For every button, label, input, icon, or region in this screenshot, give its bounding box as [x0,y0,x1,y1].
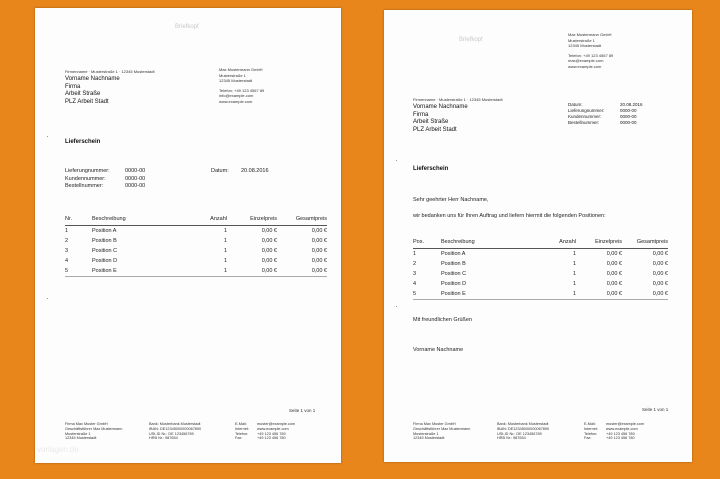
page-number: Seite 1 von 1 [289,408,316,413]
company-block [568,32,613,70]
meta-value: 0000-00 [125,183,146,189]
company-line: Max Mustermann GmbH [219,67,263,72]
footer-line: 12345 Musterstadt [65,436,97,441]
letterhead-logo: Briefkopf [459,37,483,43]
cell: Position C [441,270,467,277]
recipient-line: PLZ Arbeit Stadt [65,98,109,105]
intro-text: wir bedanken uns für Ihren Auftrag und liefern hiermit die folgenden Positionen: [413,213,606,219]
cell: 1 [572,260,576,267]
footer-label: E-Mail: [235,422,247,426]
recipient-line: Firma [65,83,81,90]
cell: 0,00 € [622,289,668,300]
cell: 0,00 € [606,250,622,257]
footer-line: Geschäftsführer Max Mustermann [413,426,471,431]
meta-label: Bestellnummer: [65,183,104,189]
footer-column-2 [149,422,201,441]
recipient-line: Arbeit Straße [65,91,101,97]
date-value: 20.08.2016 [241,168,269,174]
company-line: www.example.com [568,63,602,69]
company-line: Musterstraße 1 [568,37,595,43]
footer-column-3-labels [584,422,598,441]
cell: 0,00 € [652,270,668,277]
cell: 0,00 € [576,289,622,300]
cell: Position D [441,280,467,287]
meta-values [125,168,145,191]
meta-label: Lieferungnummer: [568,108,605,113]
table-header-row [65,215,327,225]
column-header: Gesamtpreis [277,215,327,225]
footer-label: Fax: [584,436,592,441]
cell: 1 [413,250,417,257]
table-row [413,259,668,269]
sender-line: Firmenname · Musterstraße 1 · 12345 Musterstadt [65,69,155,74]
recipient-address [413,104,468,134]
meta-value: 0000-00 [125,175,146,182]
company-block [219,67,264,105]
column-header: Pos. [413,238,441,248]
footer-column-3-values [606,422,644,441]
cell: Position D [92,257,118,264]
date-label: Datum: [211,168,229,174]
signature: Vorname Nachname [413,347,464,353]
cell: 3 [65,247,69,254]
company-line: info@example.com [219,93,254,99]
cell: 0,00 € [277,266,327,277]
footer-line: IBAN: DE12345000000067890 [149,426,202,431]
cell: 1 [223,247,227,254]
footer-column-3-labels [235,422,249,441]
delivery-note-page-1 [35,8,341,463]
cell: 1 [182,266,227,277]
column-header: Nr. [65,215,92,225]
cell: 3 [413,270,417,277]
table-row [65,246,327,256]
table-row [65,225,327,236]
footer-line: Bank: Musterbank Musterstadt [497,422,549,426]
table-row [65,236,327,246]
fold-mark [47,298,48,299]
company-line: 12345 Musterstadt [219,78,253,84]
sender-line: Firmenname · Musterstraße 1 · 12345 Musterstadt [413,97,503,102]
cell: 0,00 € [311,247,327,254]
company-line: 12345 Musterstadt [568,43,602,49]
table-header-row [413,238,668,248]
footer-label: E-Mail: [584,422,596,426]
meta-labels [568,102,605,126]
cell: 0,00 € [261,237,277,244]
meta-value: 0000-00 [620,120,637,125]
cell: 0,00 € [652,250,668,257]
column-header: Einzelpreis [576,238,622,248]
cell: 0,00 € [311,227,327,234]
cell: 1 [223,227,227,234]
cell: 0,00 € [652,260,668,267]
positions-table [413,238,668,300]
meta-values [620,102,643,126]
meta-value: 0000-00 [620,108,637,113]
fold-mark [396,306,397,307]
cell: 2 [413,260,417,267]
cell: 1 [572,250,576,257]
meta-label: Datum: [568,102,583,107]
table-row [413,279,668,289]
cell: 0,00 € [311,257,327,264]
delivery-note-page-2 [384,10,692,462]
cell: 1 [521,289,576,300]
cell: 0,00 € [606,270,622,277]
meta-value: 0000-00 [620,114,637,119]
cell: 4 [413,280,417,287]
footer-value: www.example.com [257,426,289,431]
cell: 2 [65,237,69,244]
cell: 0,00 € [606,260,622,267]
recipient-address [65,76,120,106]
cell: 0,00 € [261,257,277,264]
footer-value: muster@example.com [257,422,296,426]
footer-line: USt-ID Nr.: DE 123456789 [149,431,194,436]
company-line: Telefon: +49 123 4567 89 [568,52,614,58]
footer-value: www.example.com [606,426,638,431]
column-header: Anzahl [521,238,576,248]
table-row [413,289,668,300]
recipient-line: Vorname Nachname [413,104,468,110]
company-line: max@example.com [568,58,604,64]
footer-label: Telefon: [235,431,249,436]
footer-label: Fax: [235,436,243,441]
letterhead-logo: Briefkopf [175,24,199,30]
footer-line: Geschäftsführer Max Mustermann [65,426,123,431]
cell: 1 [223,257,227,264]
closing: Mit freundlichen Grüßen [413,317,472,323]
table-row [65,266,327,277]
cell: 0,00 € [261,227,277,234]
company-line: www.example.com [219,98,253,104]
footer-value: +49 123 456 789 [606,431,635,436]
column-header: Gesamtpreis [622,238,668,248]
recipient-line: Vorname Nachname [65,76,120,82]
cell: Position E [441,289,521,300]
meta-value: 0000-00 [125,168,146,174]
footer-line: Musterstraße 1 [65,431,91,436]
cell: 4 [65,257,69,264]
footer-line: Firma Max Muster GmbH [65,422,108,426]
footer-line: HRB Nr.: 987654 [149,436,178,441]
document-title: Lieferschein [65,139,101,145]
cell: Position B [441,260,466,267]
page-number: Seite 1 von 1 [642,407,669,412]
document-title: Lieferschein [413,166,449,172]
column-header: Anzahl [182,215,227,225]
column-header: Einzelpreis [227,215,277,225]
cell: 1 [65,227,69,234]
cell: 0,00 € [227,266,277,277]
fold-mark [47,136,48,137]
company-line: Musterstraße 1 [219,72,246,78]
cell: Position B [92,237,117,244]
meta-label: Kundennummer: [65,175,106,182]
column-header: Beschreibung [92,215,182,225]
fold-mark [396,160,397,161]
cell: 0,00 € [261,247,277,254]
footer-value: muster@example.com [606,422,645,426]
footer-column-1 [65,422,122,441]
footer-column-2 [497,422,549,441]
cell: 0,00 € [311,237,327,244]
cell: 1 [572,280,576,287]
footer-line: Bank: Musterbank Musterstadt [149,422,201,426]
footer-label: Internet: [235,426,249,431]
meta-label: Kundennummer: [568,114,602,119]
footer-label: Telefon: [584,431,598,436]
table-row [413,248,668,259]
footer-column-3-values [257,422,295,441]
footer-line: HRB Nr.: 987654 [497,436,526,441]
footer-label: Internet: [584,426,598,431]
cell: Position A [441,250,466,257]
footer-line: Firma Max Muster GmbH [413,422,456,426]
watermark: vorlagen.de [37,445,79,454]
meta-label: Bestellnummer: [568,120,600,125]
cell: 1 [572,270,576,277]
footer-line: USt-ID Nr.: DE 123456789 [497,431,542,436]
footer-line: 12345 Musterstadt [413,436,445,441]
footer-value: +49 123 456 780 [606,436,635,441]
table-row [65,256,327,266]
company-line: Telefon: +49 123 4567 89 [219,87,265,93]
meta-value: 20.08.2016 [620,102,643,107]
cell: Position E [92,266,182,277]
footer-value: +49 123 456 780 [257,436,286,441]
footer-column-1 [413,422,470,441]
footer-value: +49 123 456 789 [257,431,286,436]
cell: 0,00 € [606,280,622,287]
company-line: Max Mustermann GmbH [568,32,612,37]
meta-label: Lieferungnummer: [65,168,110,174]
cell: Position C [92,247,118,254]
recipient-line: Arbeit Straße [413,119,449,125]
cell: 1 [223,237,227,244]
cell: 0,00 € [652,280,668,287]
cell: Position A [92,227,117,234]
column-header: Beschreibung [441,238,521,248]
meta-labels [65,168,110,191]
recipient-line: PLZ Arbeit Stadt [413,126,457,133]
recipient-line: Firma [413,111,429,118]
cell: 5 [413,289,441,300]
positions-table [65,215,327,277]
footer-line: Musterstraße 1 [413,431,439,436]
footer-line: IBAN: DE12345000000067890 [497,426,550,431]
table-row [413,269,668,279]
salutation: Sehr geehrter Herr Nachname, [413,197,489,203]
cell: 5 [65,266,92,277]
